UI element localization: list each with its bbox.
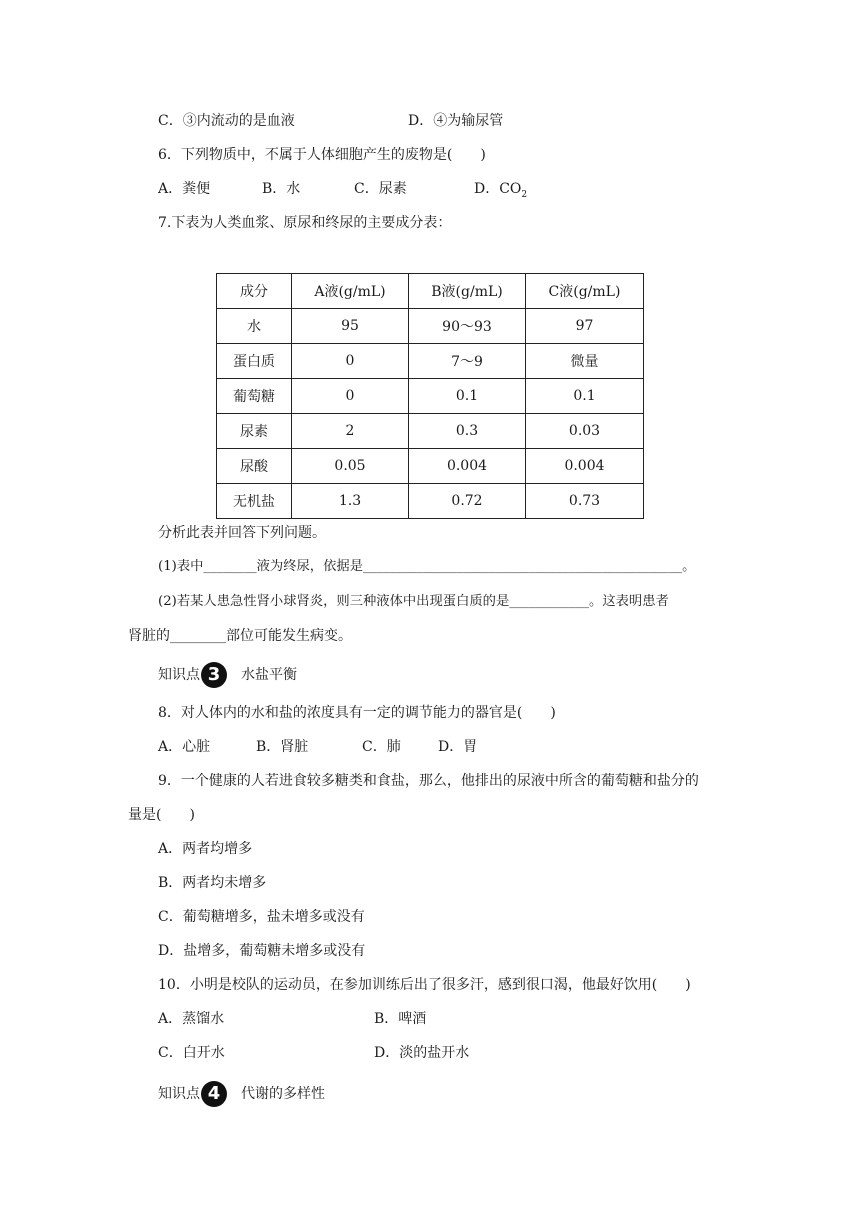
q8-option-a: A．心脏: [158, 739, 211, 755]
section-heading-3: [158, 661, 297, 689]
q10-option-c: C．白开水: [158, 1045, 225, 1061]
section-title: 代谢的多样性: [241, 1086, 325, 1102]
table-cell: 97: [526, 309, 644, 344]
table-cell: 0: [292, 379, 409, 414]
q10-option-d: D．淡的盐开水: [374, 1045, 470, 1061]
q6-stem: 6．下列物质中，不属于人体细胞产生的废物是( ): [158, 147, 486, 163]
q6-option-b: B．水: [262, 181, 301, 197]
table-cell: 2: [292, 414, 409, 449]
table-cell: 水: [217, 309, 292, 344]
table-row: [217, 484, 644, 519]
table-cell: 7～9: [409, 344, 526, 379]
table-cell: 尿酸: [217, 449, 292, 484]
q9-stem-line2: 量是( ): [128, 807, 195, 823]
q8-option-d: D．胃: [438, 739, 478, 755]
composition-table: [216, 273, 644, 519]
table-cell: 微量: [526, 344, 644, 379]
q7-stem: 7.下表为人类血浆、原尿和终尿的主要成分表：: [158, 215, 452, 231]
q9-option-d: D．盐增多，葡萄糖未增多或没有: [158, 943, 366, 959]
section-heading-4: [158, 1080, 325, 1108]
table-row: [217, 414, 644, 449]
table-header-cell: 成分: [217, 274, 292, 309]
q7-analysis-prompt: 分析此表并回答下列问题。: [158, 525, 326, 541]
table-cell: 0.03: [526, 414, 644, 449]
q9-option-a: A．两者均增多: [158, 841, 253, 857]
q10-option-a: A．蒸馏水: [158, 1011, 225, 1027]
table-header-cell: A液(g/mL): [292, 274, 409, 309]
table-cell: 95: [292, 309, 409, 344]
table-cell: 蛋白质: [217, 344, 292, 379]
table-cell: 0.05: [292, 449, 409, 484]
q8-option-c: C．肺: [362, 739, 401, 755]
table-cell: 尿素: [217, 414, 292, 449]
section-prefix: 知识点: [158, 1086, 200, 1102]
q6-option-a: A．粪便: [158, 181, 211, 197]
q5-option-d: D．④为输尿管: [408, 113, 504, 129]
q8-option-b: B．肾脏: [256, 739, 309, 755]
table-row: [217, 309, 644, 344]
q7-sub1: (1)表中________液为终尿，依据是________________________________________________。: [158, 559, 696, 574]
q6-option-c: C．尿素: [354, 181, 407, 197]
table-row: [217, 379, 644, 414]
table-cell: 0: [292, 344, 409, 379]
section-prefix: 知识点: [158, 667, 200, 683]
table-cell: 无机盐: [217, 484, 292, 519]
table-cell: 1.3: [292, 484, 409, 519]
table-header-cell: B液(g/mL): [409, 274, 526, 309]
q7-sub2-line1: (2)若某人患急性肾小球肾炎，则三种液体中出现蛋白质的是____________。这表明患者: [158, 594, 669, 609]
section-number-badge: 4: [201, 1081, 227, 1107]
table-row: [217, 344, 644, 379]
q9-stem-line1: 9．一个健康的人若进食较多糖类和食盐，那么，他排出的尿液中所含的葡萄糖和盐分的: [158, 773, 699, 789]
table-cell: 90～93: [409, 309, 526, 344]
table-header-row: [217, 274, 644, 309]
table-cell: 0.72: [409, 484, 526, 519]
q5-option-c: C．③内流动的是血液: [158, 113, 295, 129]
q6-option-d: [474, 179, 527, 205]
table-row: [217, 449, 644, 484]
section-number-badge: 3: [201, 662, 227, 688]
q8-stem: 8．对人体内的水和盐的浓度具有一定的调节能力的器官是( ): [158, 705, 556, 721]
table-cell: 0.004: [526, 449, 644, 484]
q6-option-d-text: D．CO: [474, 181, 522, 197]
q6-option-d-subscript: 2: [521, 189, 528, 200]
q10-option-b: B．啤酒: [374, 1011, 427, 1027]
q10-stem: 10．小明是校队的运动员，在参加训练后出了很多汗，感到很口渴，他最好饮用( ): [158, 977, 691, 993]
table-cell: 0.73: [526, 484, 644, 519]
table-cell: 0.1: [409, 379, 526, 414]
table-cell: 0.1: [526, 379, 644, 414]
section-title: 水盐平衡: [241, 667, 297, 683]
q9-option-b: B．两者均未增多: [158, 875, 267, 891]
q9-option-c: C．葡萄糖增多，盐未增多或没有: [158, 909, 365, 925]
q7-sub2-line2: 肾脏的________部位可能发生病变。: [128, 628, 352, 644]
table-header-cell: C液(g/mL): [526, 274, 644, 309]
table-cell: 0.004: [409, 449, 526, 484]
table-cell: 0.3: [409, 414, 526, 449]
table-cell: 葡萄糖: [217, 379, 292, 414]
